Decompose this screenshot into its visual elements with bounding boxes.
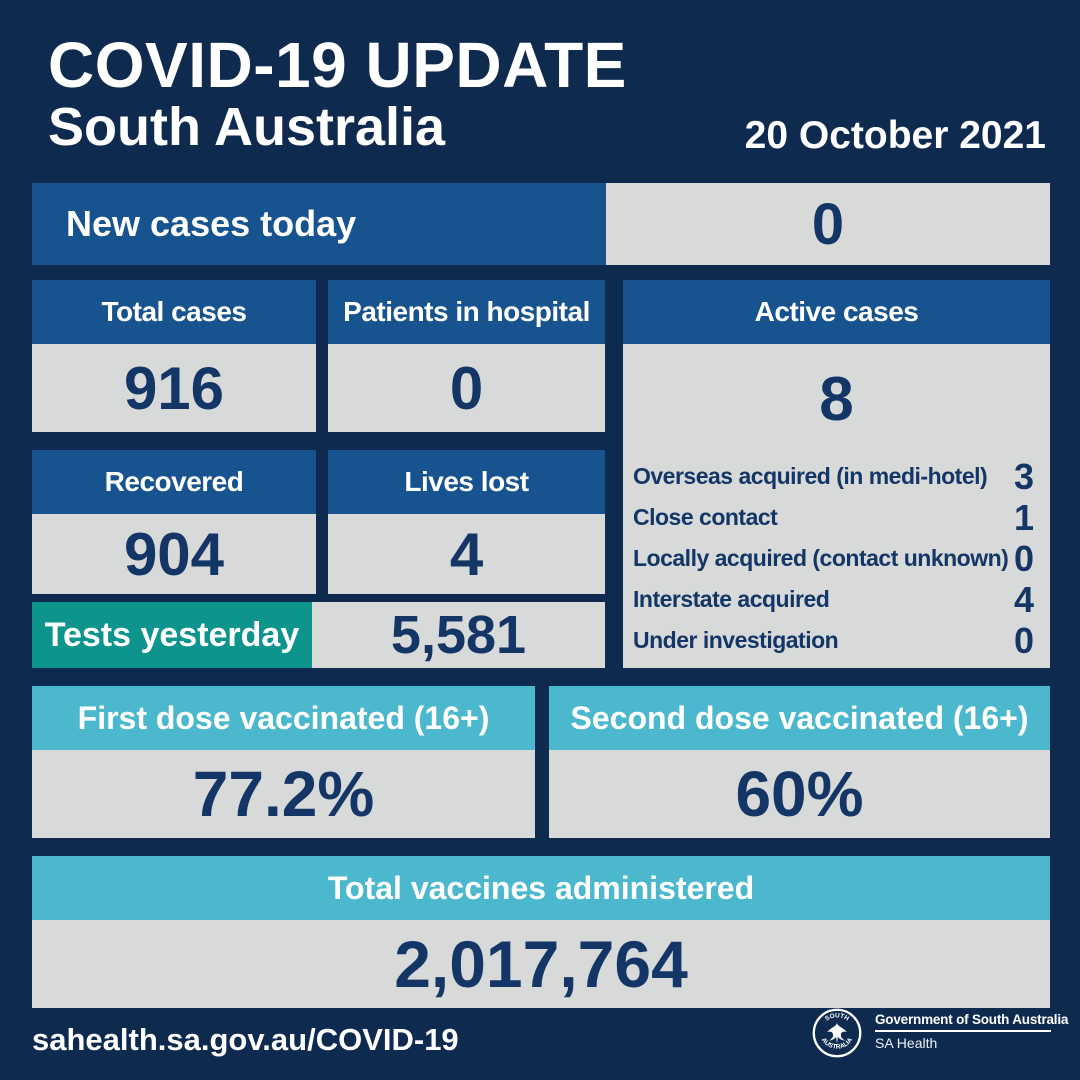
- patients-in-hospital-label: Patients in hospital: [328, 280, 605, 344]
- tests-yesterday-label: Tests yesterday: [32, 602, 312, 668]
- new-cases-label: New cases today: [32, 183, 606, 265]
- breakdown-label: Overseas acquired (in medi-hotel): [633, 463, 988, 489]
- new-cases-value: 0: [606, 183, 1050, 265]
- total-cases-label: Total cases: [32, 280, 316, 344]
- piping-shrike-badge-icon: [812, 1008, 862, 1058]
- tests-yesterday-value: 5,581: [312, 602, 605, 668]
- lives-lost-value: 4: [328, 514, 605, 594]
- first-dose-value: 77.2%: [32, 750, 535, 838]
- piping-shrike-icon: [827, 1023, 847, 1043]
- total-vaccines-value: 2,017,764: [32, 920, 1050, 1008]
- lives-lost-label: Lives lost: [328, 450, 605, 514]
- breakdown-value: 3: [1013, 455, 1034, 497]
- breakdown-row-local: [633, 538, 1034, 579]
- sa-health-text: SA Health: [875, 1034, 938, 1051]
- active-cases-value: 8: [819, 365, 854, 434]
- breakdown-value: 1: [1013, 496, 1034, 538]
- breakdown-value: 0: [1013, 619, 1034, 661]
- logo-divider: [875, 1030, 1051, 1032]
- breakdown-label: Close contact: [633, 504, 778, 530]
- second-dose-value: 60%: [549, 750, 1050, 838]
- breakdown-row-overseas: [633, 456, 1034, 497]
- breakdown-label: Locally acquired (contact unknown): [633, 545, 1009, 571]
- government-of-sa-text: Government of South Australia: [875, 1012, 1069, 1027]
- second-dose-label: Second dose vaccinated (16+): [549, 686, 1050, 750]
- breakdown-label: Under investigation: [633, 627, 839, 653]
- active-cases-label: Active cases: [623, 280, 1050, 344]
- breakdown-value: 0: [1013, 537, 1034, 579]
- logo-text-block: [875, 1008, 1069, 1051]
- active-cases-breakdown: [623, 452, 1050, 661]
- breakdown-row-investigation: [633, 620, 1034, 661]
- first-dose-label: First dose vaccinated (16+): [32, 686, 535, 750]
- badge-bottom-text: AUSTRALIA: [819, 1036, 855, 1051]
- sa-government-logo: [812, 1008, 1069, 1058]
- badge-top-text: SOUTH: [823, 1012, 851, 1023]
- patients-in-hospital-value: 0: [328, 344, 605, 432]
- page-title: COVID-19 UPDATE: [48, 29, 627, 101]
- breakdown-row-interstate: [633, 579, 1034, 620]
- total-vaccines-label: Total vaccines administered: [32, 856, 1050, 920]
- page-subtitle: South Australia: [48, 97, 446, 157]
- svg-text:SOUTH: [824, 1012, 851, 1022]
- breakdown-value: 4: [1013, 578, 1034, 620]
- recovered-label: Recovered: [32, 450, 316, 514]
- breakdown-row-close-contact: [633, 497, 1034, 538]
- breakdown-label: Interstate acquired: [633, 586, 830, 612]
- active-cases-panel: [623, 344, 1050, 668]
- report-date: 20 October 2021: [744, 114, 1046, 157]
- recovered-value: 904: [32, 514, 316, 594]
- sahealth-url-link[interactable]: sahealth.sa.gov.au/COVID-19: [32, 1022, 459, 1057]
- total-cases-value: 916: [32, 344, 316, 432]
